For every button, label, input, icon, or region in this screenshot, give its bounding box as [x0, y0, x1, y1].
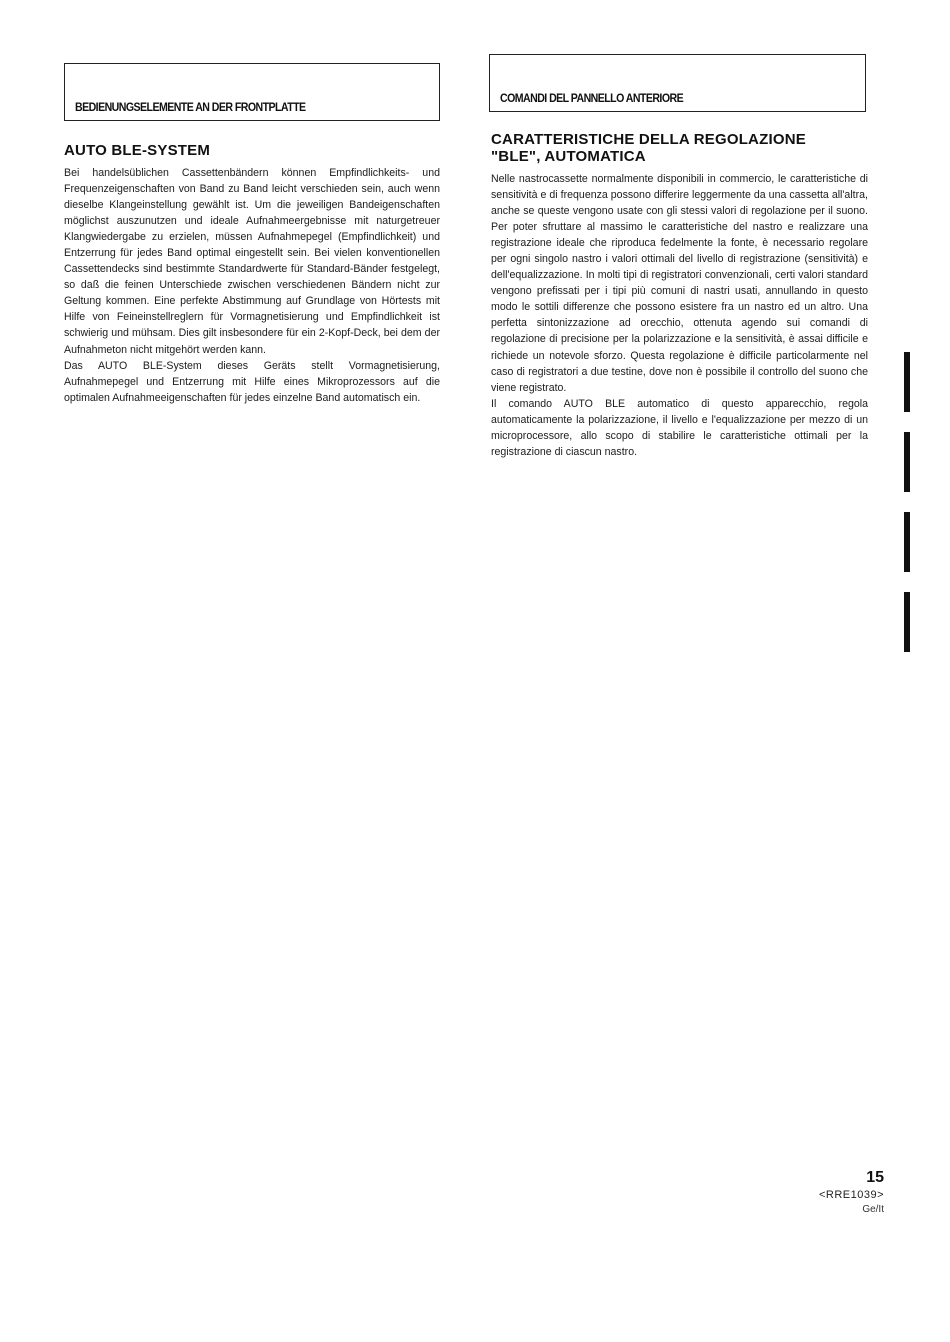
german-section-header: BEDIENUNGSELEMENTE AN DER FRONTPLATTE — [75, 102, 306, 114]
italian-paragraph-1: Nelle nastrocassette normalmente disponibili in commercio, le caratteristiche di sensitività e di frequenza possono differire leggermente da una cassetta all'altra, anche se queste vengono usate con gli stessi valori di regolazione per il suono. Per poter sfruttare al massimo le caratteristiche del nastro e realizzare una registrazione ideale che riproduca fedelmente la fonte, è necessario regolare per ogni singolo nastro i valori ottimali del livello di registrazione (sensitività) e dell'equalizzazione. In molti tipi di registratori convenzionali, certi valori standard vengono prefissati per i tipi più comuni di nastri usati, annullando in questo modo le sottili differenze che possono esistere fra un nastro ed un altro. Una perfetta sintonizzazione ad orecchio, ottenuta agendo sui comandi di regolazione di precisione per la polarizzazione e la sensitività, è assai difficile e richiede un notevole sforzo. Questa regolazione è difficile particolarmente nel caso di registratori a due testine, dove non è possibile il controllo del suono che viene registrato. — [491, 173, 868, 394]
page-footer — [819, 1168, 884, 1217]
thumb-index-bar — [904, 592, 910, 652]
german-section-header-box — [64, 63, 440, 121]
thumb-index-bar — [904, 352, 910, 412]
thumb-index-bar — [904, 432, 910, 492]
italian-section-header: COMANDI DEL PANNELLO ANTERIORE — [500, 93, 684, 105]
italian-body — [491, 171, 868, 460]
italian-column — [491, 131, 868, 460]
italian-paragraph-2: Il comando AUTO BLE automatico di questo apparecchio, regola automaticamente la polarizzazione, il livello e l'equalizzazione per mezzo di un microprocessore, allo scopo di stabilire le caratteristiche ottimali per la registrazione di ciascun nastro. — [491, 397, 868, 458]
german-body — [64, 165, 440, 406]
document-code: <RRE1039> — [818, 1189, 884, 1201]
german-paragraph-1: Bei handelsüblichen Cassettenbändern können Empfindlichkeits- und Frequenzeigenschaften von Band zu Band leicht verschieden sein, auch wenn dieselbe Klangeinstellung gewählt ist. Um die jeweiligen Bandeigenschaften möglichst auszunutzen und ideale Aufnahmeergebnisse mit naturgetreuer Klangwiedergabe zu erzielen, müssen Aufnahmepegel (Empfindlichkeit) und Entzerrung für jedes Band optimal eingestellt sein. Bei vielen konventionellen Cassettendecks sind bestimmte Standardwerte für Standard-Bänder festgelegt, so daß die feinen Unterschiede zwischen verschiedenen Bändern nicht zur Geltung kommen. Eine perfekte Abstimmung auf Grundlage von Hörtests mit Hilfe von Feineinstellreglern für Vormagnetisierung und Empfindlichkeit ist schwierig und mühsam. Dies gilt insbesondere für ein 2-Kopf-Deck, bei dem der Aufnahmeton nicht mitgehört werden kann. — [64, 167, 440, 356]
german-title: AUTO BLE-SYSTEM — [64, 142, 211, 159]
margin-thumb-index — [904, 352, 912, 652]
page-number: 15 — [866, 1169, 884, 1186]
italian-section-header-box — [489, 54, 866, 112]
italian-title — [491, 131, 868, 165]
italian-title-line-2: "BLE", AUTOMATICA — [491, 148, 646, 165]
italian-title-line-1: CARATTERISTICHE DELLA REGOLAZIONE — [491, 131, 806, 148]
german-paragraph-2: Das AUTO BLE-System dieses Geräts stellt Vormagnetisierung, Aufnahmepegel und Entzerrung mit Hilfe eines Mikroprozessors auf die optimalen Aufnahmeeigenschaften für jedes einzelne Band automatisch ein. — [64, 359, 440, 404]
language-code: Ge/It — [862, 1204, 884, 1215]
thumb-index-bar — [904, 512, 910, 572]
german-column — [64, 142, 440, 406]
